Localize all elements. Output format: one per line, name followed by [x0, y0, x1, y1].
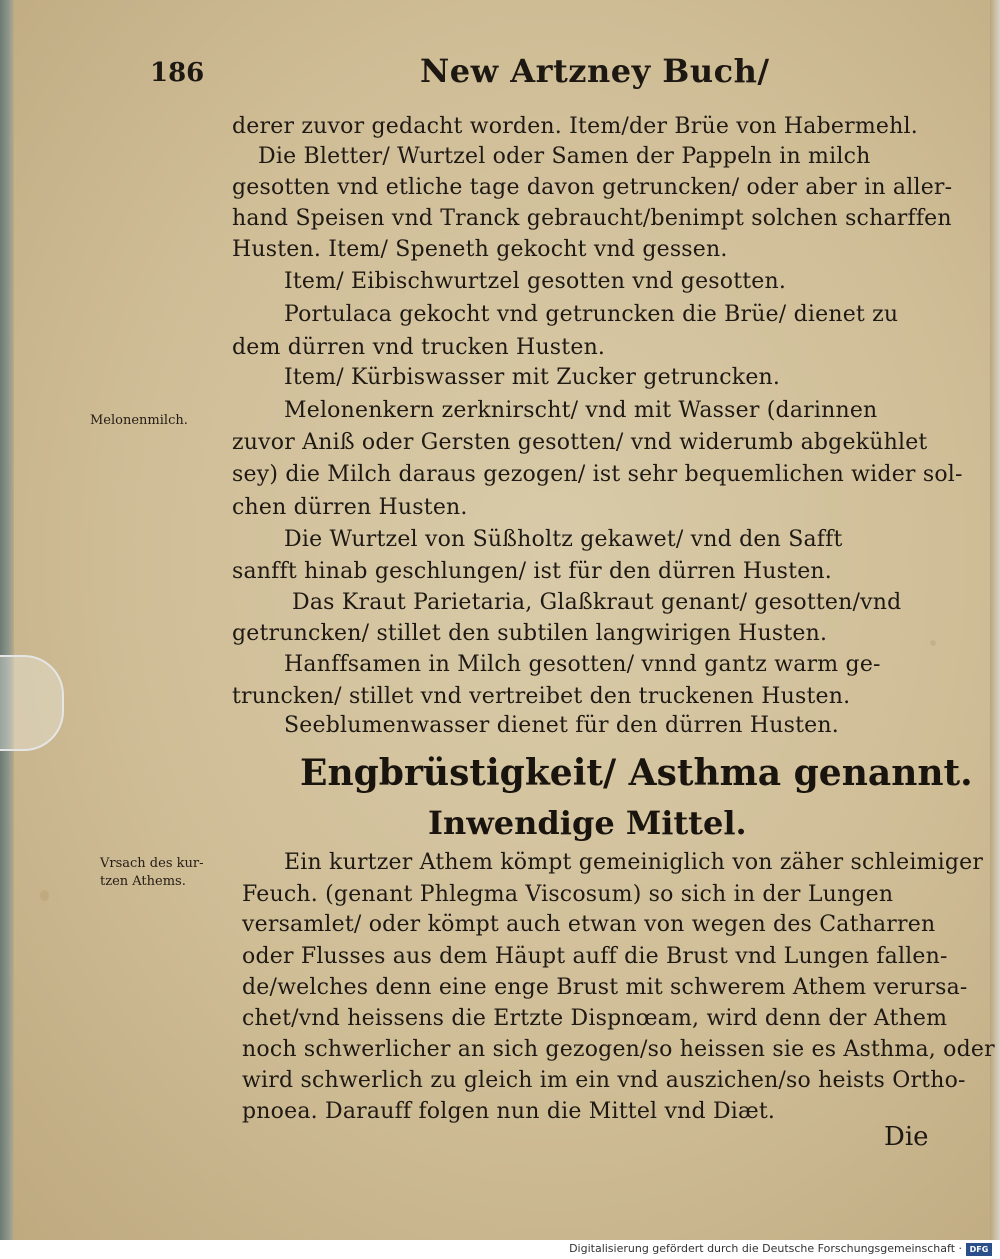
page-header	[150, 52, 930, 102]
page-clip	[0, 655, 64, 751]
text-line: chen dürren Husten.	[232, 495, 468, 520]
text-line: derer zuvor gedacht worden. Item/der Brüe von Habermehl.	[232, 114, 918, 139]
text-line: zuvor Aniß oder Gersten gesotten/ vnd widerumb abgekühlet	[232, 430, 928, 455]
subsection-title: Inwendige Mittel.	[428, 804, 747, 842]
text-line: Item/ Kürbiswasser mit Zucker getruncken.	[284, 365, 781, 390]
page-number: 186	[150, 58, 205, 88]
text-line: Feuch. (genant Phlegma Viscosum) so sich in der Lungen	[242, 882, 894, 907]
section-title: Engbrüstigkeit/ Asthma genannt.	[300, 752, 973, 794]
running-title: New Artzney Buch/	[420, 52, 770, 90]
dfg-logo-icon: DFG	[966, 1243, 992, 1256]
text-line: Husten. Item/ Speneth gekocht vnd gessen.	[232, 237, 728, 262]
text-line: versamlet/ oder kömpt auch etwan von wegen des Catharren	[242, 912, 936, 937]
text-line: truncken/ stillet vnd vertreibet den truckenen Husten.	[232, 684, 851, 709]
catchword: Die	[884, 1122, 929, 1152]
text-line: Das Kraut Parietaria, Glaßkraut genant/ gesotten/vnd	[292, 590, 902, 615]
book-spine-edge	[0, 0, 14, 1240]
text-line: noch schwerlicher an sich gezogen/so heissen sie es Asthma, oder	[242, 1037, 995, 1062]
text-line: Melonenkern zerknirscht/ vnd mit Wasser (darinnen	[284, 398, 878, 423]
text-line: Hanffsamen in Milch gesotten/ vnnd gantz warm ge-	[284, 652, 881, 677]
text-line: gesotten vnd etliche tage davon getruncken/ oder aber in aller-	[232, 175, 953, 200]
paper-stain	[40, 890, 49, 901]
text-line: hand Speisen vnd Tranck gebraucht/benimpt solchen scharffen	[232, 206, 952, 231]
text-line: de/welches denn eine enge Brust mit schwerem Athem verursa-	[242, 975, 968, 1000]
digitization-footer	[0, 1240, 1000, 1259]
text-line: Die Bletter/ Wurtzel oder Samen der Pappeln in milch	[258, 144, 871, 169]
text-line: getruncken/ stillet den subtilen langwirigen Husten.	[232, 621, 828, 646]
funding-notice: Digitalisierung gefördert durch die Deutsche Forschungsgemeinschaft ·	[569, 1242, 962, 1255]
text-line: Seeblumenwasser dienet für den dürren Husten.	[284, 713, 839, 738]
marginal-note-melon: Melonenmilch.	[90, 413, 188, 428]
text-line: pnoea. Darauff folgen nun die Mittel vnd Diæt.	[242, 1099, 776, 1124]
marginal-note-cause: Vrsach des kur-	[100, 856, 204, 871]
paper-stain	[930, 640, 936, 646]
text-line: wird schwerlich zu gleich im ein vnd auszichen/so heists Ortho-	[242, 1068, 966, 1093]
text-line: sey) die Milch daraus gezogen/ ist sehr bequemlichen wider sol-	[232, 462, 963, 487]
text-line: dem dürren vnd trucken Husten.	[232, 335, 606, 360]
text-line: Die Wurtzel von Süßholtz gekawet/ vnd den Safft	[284, 527, 843, 552]
text-line: oder Flusses aus dem Häupt auff die Brust vnd Lungen fallen-	[242, 944, 948, 969]
text-line: chet/vnd heissens die Ertzte Dispnœam, wird denn der Athem	[242, 1006, 948, 1031]
text-line: Ein kurtzer Athem kömpt gemeiniglich von zäher schleimiger	[284, 850, 984, 875]
marginal-note-cause: tzen Athems.	[100, 874, 186, 889]
text-line: sanfft hinab geschlungen/ ist für den dürren Husten.	[232, 559, 832, 584]
text-line: Portulaca gekocht vnd getruncken die Brüe/ dienet zu	[284, 302, 899, 327]
text-line: Item/ Eibischwurtzel gesotten vnd gesotten.	[284, 269, 787, 294]
